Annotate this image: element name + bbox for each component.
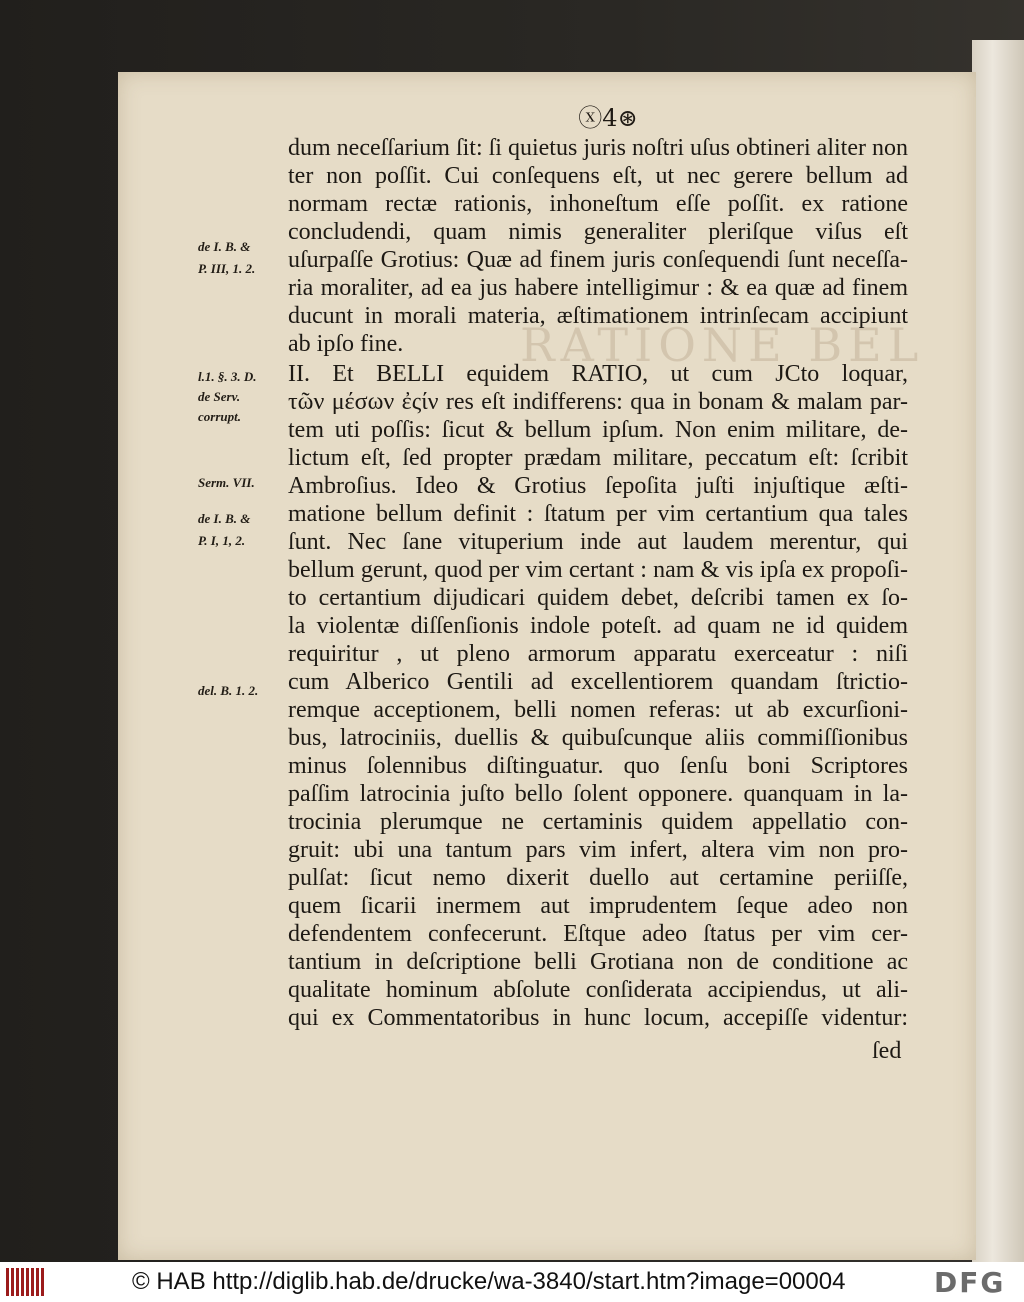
- body-line: ducunt in morali materia, æſtimationem intrinſecam accipiunt: [288, 303, 908, 329]
- margin-note: corrupt.: [198, 409, 241, 424]
- body-line: la violentæ diſſenſionis indole poteſt. ad quam ne id quidem: [288, 613, 908, 639]
- margin-note: de I. B. &: [198, 239, 251, 254]
- footer-bar: [0, 1262, 1024, 1302]
- body-line: concludendi, quam nimis generaliter pleriſque viſus eſt: [288, 219, 908, 245]
- body-line: requiritur , ut pleno armorum apparatu exerceatur : niſi: [288, 641, 908, 667]
- body-line: Ambroſius. Ideo & Grotius ſepoſita juſti injuſtique æſti-: [288, 473, 908, 499]
- body-line: normam rectæ rationis, inhoneſtum eſſe poſſit. ex ratione: [288, 191, 908, 217]
- page-header-ornament: ⓧ4⊛: [578, 104, 638, 132]
- body-line: paſſim latrocinia juſto bello ſolent opponere. quanquam in la-: [288, 781, 908, 807]
- footer-link[interactable]: © HAB http://diglib.hab.de/drucke/wa-3840/start.htm?image=00004: [132, 1268, 846, 1295]
- body-line: lictum eſt, ſed propter prædam militare, peccatum eſt: ſcribit: [288, 445, 908, 471]
- dfg-logo: DFG: [934, 1266, 1006, 1299]
- body-line: dum neceſſarium ſit: ſi quietus juris noſtri uſus obtineri aliter non: [288, 135, 908, 161]
- body-line: to certantium dijudicari quidem debet, deſcribi tamen ex ſo-: [288, 585, 908, 611]
- margin-note: de I. B. &: [198, 511, 251, 526]
- body-line: ria moraliter, ad ea jus habere intelligimur : & ea quæ ad finem: [288, 275, 908, 301]
- margin-note: l.1. §. 3. D.: [198, 369, 257, 384]
- body-line: bellum gerunt, quod per vim certant : nam & vis ipſa ex propoſi-: [288, 557, 908, 583]
- body-line: cum Alberico Gentili ad excellentiorem quandam ſtrictio-: [288, 669, 908, 695]
- next-page-edge: [972, 40, 1024, 1262]
- body-line: ter non poſſit. Cui conſequens eſt, ut nec gerere bellum ad: [288, 163, 908, 189]
- body-line: ſunt. Nec ſane vituperium inde aut laudem merentur, qui: [288, 529, 908, 555]
- body-line: ab ipſo fine.: [288, 331, 404, 357]
- body-line: pulſat: ſicut nemo dixerit duello aut certamine periiſſe,: [288, 865, 908, 891]
- margin-note: P. I, 1, 2.: [198, 533, 246, 548]
- margin-note: del. B. 1. 2.: [198, 683, 259, 698]
- body-line: tantium in deſcriptione belli Grotiana non de conditione ac: [288, 949, 908, 975]
- body-line: II. Et BELLI equidem RATIO, ut cum JCto loquar,: [288, 361, 908, 387]
- body-line: matione bellum definit : ſtatum per vim certantium qua tales: [288, 501, 908, 527]
- margin-note: de Serv.: [198, 389, 241, 404]
- body-line: trocinia plerumque ne certaminis quidem appellatio con-: [288, 809, 908, 835]
- body-line: minus ſolennibus diſtinguatur. quo ſenſu boni Scriptores: [288, 753, 908, 779]
- body-line: defendentem confecerunt. Eſtque adeo ſtatus per vim cer-: [288, 921, 908, 947]
- body-line: tem uti poſſis: ſicut & bellum ipſum. Non enim militare, de-: [288, 417, 908, 443]
- body-line: bus, latrociniis, duellis & quibuſcunque aliis commiſſionibus: [288, 725, 908, 751]
- margin-note: Serm. VII.: [198, 475, 255, 490]
- bleed-through-text: RATIONE BEL: [520, 318, 925, 372]
- body-line: qui ex Commentatoribus in hunc locum, accepiſſe videntur:: [288, 1005, 908, 1031]
- body-line: quem ſicarii inermem aut imprudentem ſeque adeo non: [288, 893, 908, 919]
- body-line: gruit: ubi una tantum pars vim infert, altera vim non pro-: [288, 837, 908, 863]
- body-line: uſurpaſſe Grotius: Quæ ad finem juris conſequendi ſunt neceſſa-: [288, 247, 908, 273]
- body-line: remque acceptionem, belli nomen referas: ut ab excurſioni-: [288, 697, 908, 723]
- margin-note: P. III, 1. 2.: [198, 261, 256, 276]
- catchword: ſed: [872, 1038, 902, 1064]
- body-line: qualitate hominum abſolute conſiderata accipiendus, ut ali-: [288, 977, 908, 1003]
- barcode-icon: [6, 1268, 46, 1296]
- body-line: τῶν μέσων ἐςίν res eſt indifferens: qua in bonam & malam par-: [288, 389, 908, 415]
